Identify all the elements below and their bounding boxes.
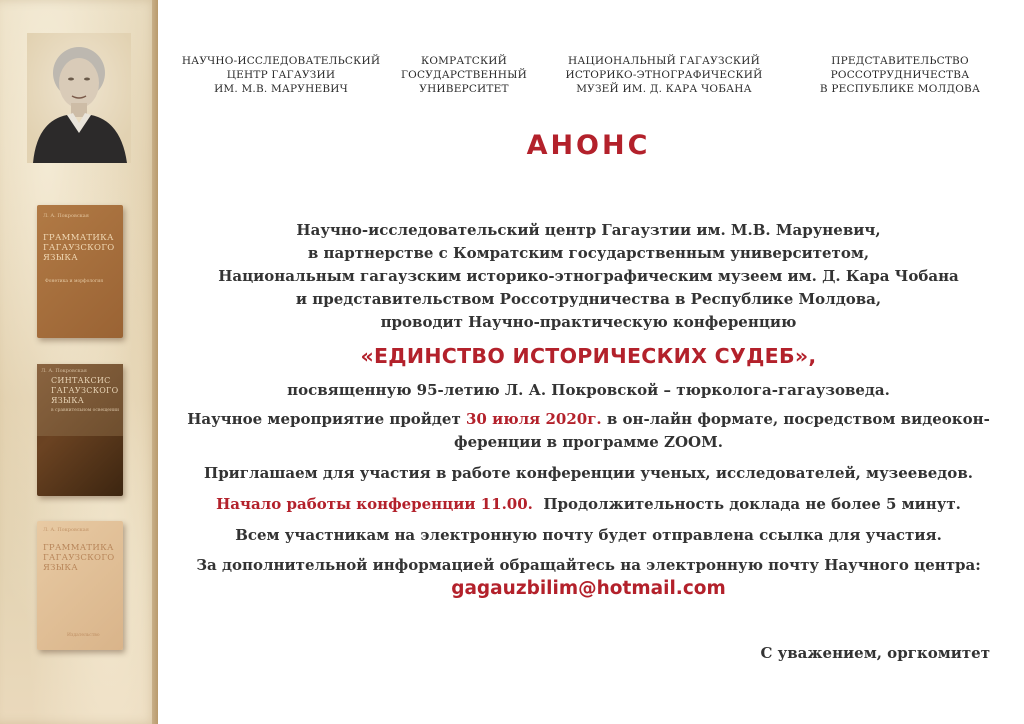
conference-title: «ЕДИНСТВО ИСТОРИЧЕСКИХ СУДЕБ»,	[360, 344, 817, 368]
org-research-center: НАУЧНО-ИССЛЕДОВАТЕЛЬСКИЙ ЦЕНТР ГАГАУЗИИ ИМ. М.В. МАРУНЕВИЧ	[181, 55, 381, 95]
org-university: КОМРАТСКИЙ ГОСУДАРСТВЕННЫЙ УНИВЕРСИТЕТ	[401, 55, 527, 95]
intro-line-2: в партнерстве с Комратским государственным университетом,	[307, 244, 870, 262]
duration-note: Продолжительность доклада не более 5 минут.	[532, 495, 961, 513]
link-notice: Всем участникам на электронную почту будет отправлена ссылка для участия.	[235, 526, 942, 544]
event-line-2: ференции в программе ZOOM.	[454, 433, 723, 451]
intro-line-1: Научно-исследовательский центр Гагаузтии им. М.В. Маруневич,	[296, 221, 881, 239]
book-cover-grammar-light	[37, 521, 123, 650]
page-title: АНОНС	[526, 130, 651, 161]
book-title: СИНТАКСИС ГАГАУЗСКОГО ЯЗЫКА	[51, 376, 119, 405]
decorative-sidebar	[0, 0, 158, 724]
signature: С уважением, оргкомитет	[760, 644, 990, 662]
intro-line-4: и представительством Россотрудничества в Республике Молдова,	[295, 290, 882, 308]
contact-email-link[interactable]: gagauzbilim@hotmail.com	[451, 578, 726, 599]
book-title: ГРАММАТИКА ГАГАУЗСКОГО ЯЗЫКА	[43, 233, 115, 263]
book-subtitle: Издательство	[67, 633, 100, 638]
contact-notice: За дополнительной информацией обращайтесь на электронную почту Научного центра:	[196, 556, 981, 574]
book-author: Л. А. Покровская	[41, 368, 87, 374]
dedication-line: посвященную 95-летию Л. А. Покровской – тюрколога-гагаузоведа.	[287, 381, 890, 399]
book-subtitle: в сравнительном освещении	[51, 408, 119, 413]
start-time: Начало работы конференции 11.00.	[216, 495, 533, 513]
book-cover-syntax	[37, 364, 123, 496]
book-subtitle: Фонетика и морфология	[45, 279, 104, 284]
org-rossotrudnichestvo: ПРЕДСТАВИТЕЛЬСТВО РОССОТРУДНИЧЕСТВА В РЕСПУБЛИКЕ МОЛДОВА	[819, 55, 981, 95]
event-line-1: Научное мероприятие пройдет 30 июля 2020г. в он-лайн формате, посредством видеокон-	[187, 410, 990, 428]
organizers-header	[176, 54, 1006, 98]
portrait-photo	[27, 33, 131, 163]
book-title: ГРАММАТИКА ГАГАУЗСКОГО ЯЗЫКА	[43, 543, 115, 573]
book-cover-grammar	[37, 205, 123, 338]
book-author: Л. А. Покровская	[43, 527, 89, 533]
intro-line-3: Национальным гагаузским историко-этнографическим музеем им. Д. Кара Чобана	[218, 267, 959, 285]
event-date: 30 июля 2020г.	[466, 410, 602, 428]
org-museum: НАЦИОНАЛЬНЫЙ ГАГАУЗСКИЙ ИСТОРИКО-ЭТНОГРАФИЧЕСКИЙ МУЗЕЙ ИМ. Д. КАРА ЧОБАНА	[565, 55, 763, 95]
invitation-line: Приглашаем для участия в работе конференции ученых, исследователей, музееведов.	[204, 464, 973, 482]
schedule-line	[176, 495, 1001, 513]
sidebar-edge	[152, 0, 158, 724]
intro-line-5: проводит Научно-практическую конференцию	[380, 313, 797, 331]
book-author: Л. А. Покровская	[43, 213, 89, 219]
